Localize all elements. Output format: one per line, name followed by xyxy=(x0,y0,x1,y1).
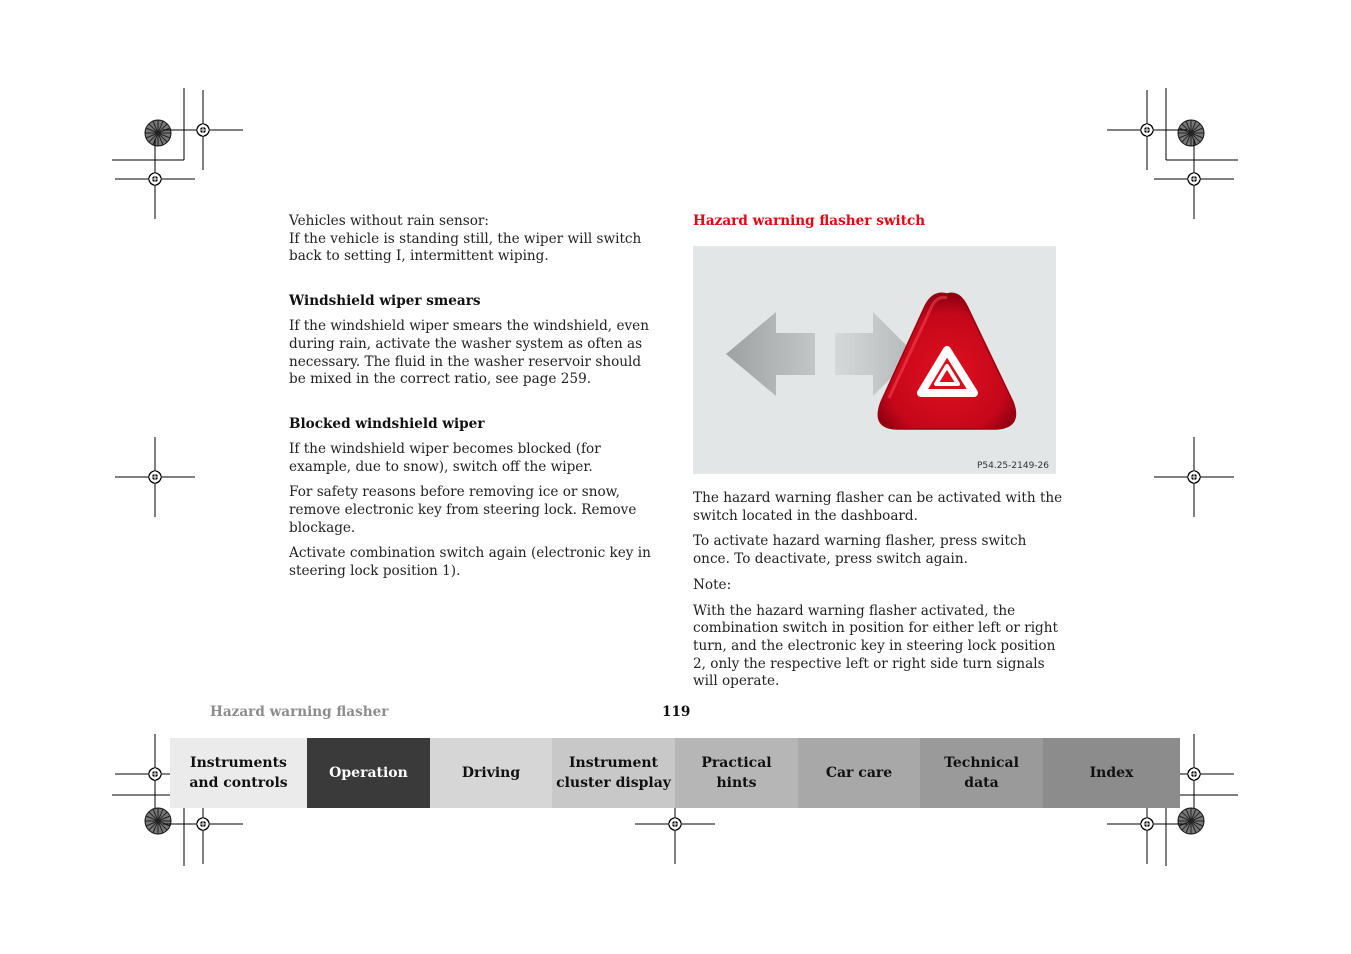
blocked-text-2: For safety reasons before removing ice or snow, remove electronic key from steering lock. Remove blockage. xyxy=(289,484,637,536)
tab-practical-hints[interactable] xyxy=(675,738,798,808)
tab-label: Instruments and controls xyxy=(189,755,288,791)
hazard-heading: Hazard warning flasher switch xyxy=(693,213,926,229)
arrow-left-icon xyxy=(726,312,815,396)
left-column xyxy=(289,213,659,581)
registration-mark-icon xyxy=(115,139,195,219)
rain-sensor-text: If the vehicle is standing still, the wiper will switch back to setting I, intermittent wiping. xyxy=(289,230,642,265)
color-wheel-icon xyxy=(145,120,171,146)
tab-label: Operation xyxy=(329,765,408,781)
hazard-text-2: To activate hazard warning flasher, press switch once. To deactivate, press switch again. xyxy=(693,533,1027,568)
note-text: With the hazard warning flasher activated, the combination switch in position for either left or right turn, and the electronic key in steering lock position 2, only the respective left or right side turn signals will operate. xyxy=(693,602,1058,690)
tab-technical-data[interactable] xyxy=(920,738,1043,808)
right-column-text xyxy=(693,490,1063,691)
tab-label: Practical hints xyxy=(701,755,772,791)
note-label: Note: xyxy=(693,576,732,593)
tab-label: Technical data xyxy=(944,755,1019,791)
tab-instrument-cluster-display[interactable] xyxy=(552,738,675,808)
color-wheel-icon xyxy=(1178,808,1204,834)
blocked-text-1: If the windshield wiper becomes blocked (for example, due to snow), switch off the wiper. xyxy=(289,440,601,475)
tab-driving[interactable] xyxy=(430,738,552,808)
tab-label: Index xyxy=(1089,765,1134,781)
hazard-text-1: The hazard warning flasher can be activated with the switch located in the dashboard. xyxy=(693,490,1063,524)
rain-sensor-label: Vehicles without rain sensor: xyxy=(289,213,489,229)
blocked-heading: Blocked windshield wiper xyxy=(289,415,485,432)
smears-text: If the windshield wiper smears the windshield, even during rain, activate the washer system as often as necessary. The fluid in the washer reservoir should be mixed in the correct ratio, see page 259. xyxy=(289,318,649,388)
tab-car-care[interactable] xyxy=(798,738,920,808)
blocked-text-3: Activate combination switch again (electronic key in steering lock position 1). xyxy=(289,545,651,580)
registration-mark-icon xyxy=(1107,90,1187,170)
hazard-switch-image xyxy=(693,246,1056,474)
registration-mark-icon xyxy=(1154,437,1234,517)
tab-index[interactable] xyxy=(1043,738,1180,808)
registration-mark-icon xyxy=(163,90,243,170)
tab-label: Instrument cluster display xyxy=(556,755,671,791)
color-wheel-icon xyxy=(145,808,171,834)
tab-operation[interactable] xyxy=(307,738,430,808)
tab-label: Driving xyxy=(461,765,521,781)
tab-instruments-and-controls[interactable] xyxy=(170,738,307,808)
registration-mark-icon xyxy=(115,437,195,517)
color-wheel-icon xyxy=(1178,120,1204,146)
image-code: P54.25-2149-26 xyxy=(976,461,1049,471)
tab-label: Car care xyxy=(825,765,893,781)
page-number: 119 xyxy=(662,704,691,720)
section-title: Hazard warning flasher xyxy=(210,704,389,720)
smears-heading: Windshield wiper smears xyxy=(289,293,481,310)
